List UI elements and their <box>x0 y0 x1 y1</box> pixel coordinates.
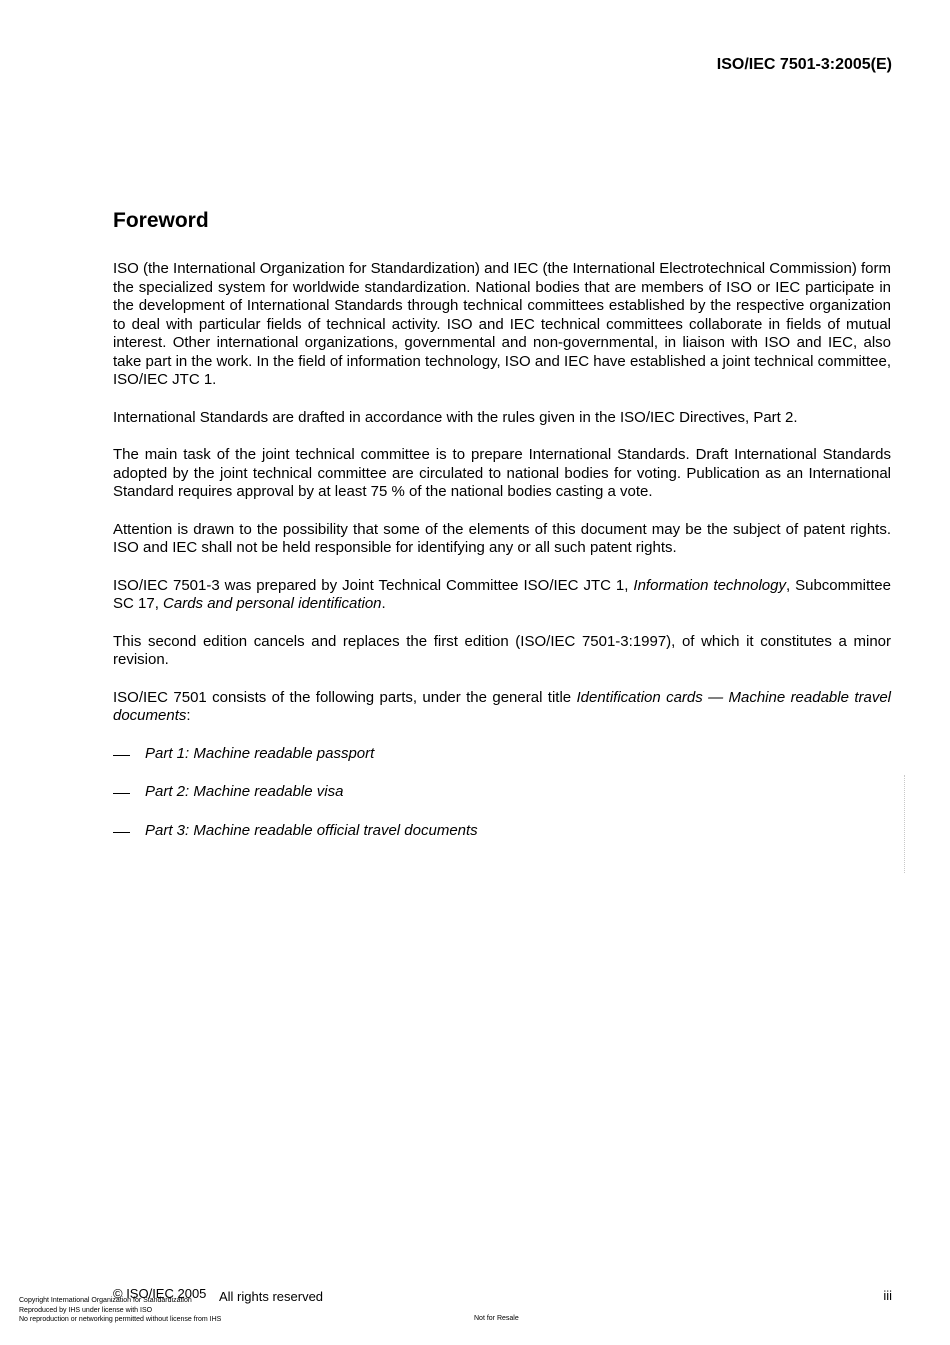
p5-text-a: ISO/IEC 7501-3 was prepared by Joint Technical Committee ISO/IEC JTC 1, <box>113 576 634 594</box>
list-item: Part 2: Machine readable visa <box>113 783 891 802</box>
foreword-body <box>113 260 891 860</box>
dash-icon <box>113 832 130 833</box>
paragraph-4: Attention is drawn to the possibility that some of the elements of this document may be the subject of patent rights. ISO and IEC shall not be held responsible for identifying any or all such patent rights. <box>113 520 891 556</box>
page-title: Foreword <box>113 209 209 232</box>
ihs-line-3: No reproduction or networking permitted without license from IHS <box>19 1316 222 1323</box>
p5-title-info-tech: Information technology <box>633 576 786 594</box>
list-item: Part 3: Machine readable official travel documents <box>113 822 891 841</box>
paragraph-5 <box>113 577 891 614</box>
footer-copyright-mark: © ISO/IEC 2005 <box>113 1286 207 1301</box>
paragraph-3: The main task of the joint technical committee is to prepare International Standards. Draft International Standards adopted by the joint technical committee are circulated to national bodies for voting. Publication as an International Standard requires approval by at least 75 % of the national bodies casting a vote. <box>113 446 891 500</box>
document-id: ISO/IEC 7501-3:2005(E) <box>716 56 892 73</box>
ihs-notice <box>19 1296 221 1325</box>
dash-icon <box>113 793 130 794</box>
paragraph-1: ISO (the International Organization for Standardization) and IEC (the International Electrotechnical Commission) form the specialized system for worldwide standardization. National bodies that are members of ISO or IEC participate in the development of International Standards through technical committees established by the respective organization to deal with particular fields of technical activity. ISO and IEC technical committees collaborate in fields of mutual interest. Other international organizations, governmental and non-governmental, in liaison with ISO and IEC, also take part in the work. In the field of information technology, ISO and IEC have established a joint technical committee, ISO/IEC JTC 1. <box>113 260 891 388</box>
p5-text-e: . <box>381 595 386 612</box>
paragraph-7 <box>113 689 891 726</box>
p5-title-cards: Cards and personal identification <box>163 595 382 612</box>
parts-list <box>113 745 891 841</box>
p7-text-c: : <box>186 707 191 724</box>
page-number: iii <box>883 1288 892 1303</box>
p7-text-a: ISO/IEC 7501 consists of the following parts, under the general title <box>113 688 577 706</box>
paragraph-6: This second edition cancels and replaces the first edition (ISO/IEC 7501-3:1997), of which it constitutes a minor revision. <box>113 632 891 668</box>
margin-mark <box>904 775 913 873</box>
p7-general-title: Identification cards — Machine readable travel documents <box>113 688 891 724</box>
dash-icon <box>113 755 130 756</box>
p5-text-c: , Subcommittee SC 17, <box>113 576 891 612</box>
footer-rights: All rights reserved <box>219 1289 324 1304</box>
list-item: Part 1: Machine readable passport <box>113 745 891 764</box>
ihs-line-2: Reproduced by IHS under license with ISO <box>19 1306 153 1314</box>
not-for-resale: Not for Resale <box>474 1315 519 1322</box>
paragraph-2: International Standards are drafted in accordance with the rules given in the ISO/IEC Directives, Part 2. <box>113 408 798 426</box>
ihs-line-1: Copyright International Organization for Standardization <box>19 1297 192 1304</box>
